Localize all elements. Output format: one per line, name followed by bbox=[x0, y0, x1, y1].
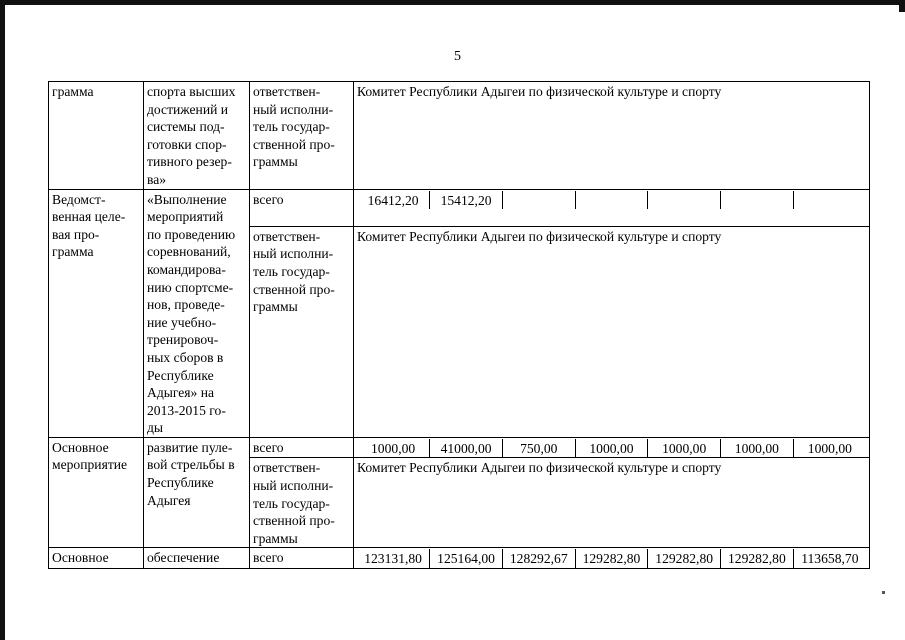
cell-line: Адыгея» на bbox=[147, 385, 215, 401]
cell-line: тель государ- bbox=[253, 495, 330, 511]
cell-line: тренировоч- bbox=[147, 332, 219, 348]
cell-line: ственной про- bbox=[253, 281, 335, 297]
row-role-cell bbox=[250, 82, 354, 190]
value-cell: 1000,00 bbox=[648, 439, 721, 458]
cell-line: мероприятие bbox=[52, 457, 128, 473]
executor-cell: Комитет Республики Адыгеи по физической культуре и спорту bbox=[354, 82, 870, 190]
scan-speck bbox=[882, 591, 885, 594]
cell-line: Адыгея bbox=[147, 492, 191, 508]
cell-line: грамма bbox=[52, 84, 94, 99]
value-cell bbox=[648, 191, 721, 210]
values-row bbox=[357, 439, 866, 458]
total-label-cell: всего bbox=[250, 548, 354, 569]
cell-line: соревнований, bbox=[147, 244, 231, 260]
cell-line: мероприятий bbox=[147, 209, 224, 225]
cell-line: ды bbox=[147, 420, 164, 436]
cell-line: ных сборов в bbox=[147, 349, 224, 365]
cell-line: Основное bbox=[52, 439, 109, 455]
scan-edge-left bbox=[0, 0, 5, 640]
cell-line: тивного резер- bbox=[147, 154, 232, 170]
cell-line: Республике bbox=[147, 475, 214, 491]
value-cell: 129282,80 bbox=[721, 549, 794, 568]
table-row bbox=[49, 437, 870, 458]
cell-line: по проведению bbox=[147, 226, 236, 242]
cell-line bbox=[52, 226, 140, 244]
cell-line: грамма bbox=[52, 244, 94, 260]
cell-line: тель государ- bbox=[253, 264, 330, 280]
value-cell bbox=[502, 191, 575, 210]
value-cell: 129282,80 bbox=[648, 549, 721, 568]
row-name-cell bbox=[144, 548, 250, 569]
page-number: 5 bbox=[454, 49, 461, 64]
value-cell: 123131,80 bbox=[357, 549, 430, 568]
cell-line: спорта высших bbox=[147, 84, 236, 99]
cell-line: нию спортсме- bbox=[147, 279, 234, 295]
table-row bbox=[49, 548, 870, 569]
cell-line: командирова- bbox=[147, 261, 226, 277]
cell-line: венная целе- bbox=[52, 209, 126, 225]
cell-line: развитие пуле- bbox=[147, 439, 233, 455]
value-cell: 41000,00 bbox=[430, 439, 503, 458]
cell-line: ответствен- bbox=[253, 460, 321, 476]
value-cell: 113658,70 bbox=[793, 549, 866, 568]
value-cell: 1000,00 bbox=[575, 439, 648, 458]
cell-line: ный исполни- bbox=[253, 246, 334, 262]
value-cell bbox=[575, 191, 648, 210]
row-type-cell bbox=[49, 548, 144, 569]
value-cell: 125164,00 bbox=[430, 549, 503, 568]
row-type-cell bbox=[49, 189, 144, 437]
cell-line: вой стрельбы в bbox=[147, 457, 235, 473]
cell-line: достижений и bbox=[147, 101, 229, 117]
value-cell bbox=[793, 191, 866, 210]
values-cell bbox=[354, 437, 870, 458]
cell-line: ответствен- bbox=[253, 228, 321, 244]
row-type-cell bbox=[49, 437, 144, 548]
row-name-cell bbox=[144, 189, 250, 437]
cell-line: системы под- bbox=[147, 119, 225, 135]
scan-edge-right bbox=[899, 0, 905, 12]
values-row bbox=[357, 549, 866, 568]
cell-line: ние учебно- bbox=[147, 314, 217, 330]
total-label-cell: всего bbox=[250, 189, 354, 226]
cell-line: ный исполни- bbox=[253, 478, 334, 494]
row-role-cell bbox=[250, 226, 354, 437]
values-cell bbox=[354, 189, 870, 226]
total-label-cell: всего bbox=[250, 437, 354, 458]
cell-line: ва» bbox=[147, 171, 167, 187]
cell-line: обеспечение bbox=[147, 550, 220, 566]
values-cell bbox=[354, 548, 870, 569]
scan-edge-top bbox=[0, 0, 905, 5]
value-cell: 750,00 bbox=[502, 439, 575, 458]
cell-line: нов, проведе- bbox=[147, 297, 225, 313]
cell-line: вая про- bbox=[52, 226, 100, 242]
value-cell: 1000,00 bbox=[721, 439, 794, 458]
value-cell: 1000,00 bbox=[793, 439, 866, 458]
value-cell: 129282,80 bbox=[575, 549, 648, 568]
cell-line: готовки спор- bbox=[147, 136, 227, 152]
cell-line: тель государ- bbox=[253, 119, 330, 135]
row-name-cell bbox=[144, 437, 250, 548]
cell-line: ответствен- bbox=[253, 84, 321, 99]
row-role-cell bbox=[250, 458, 354, 548]
value-cell: 16412,20 bbox=[357, 191, 430, 210]
row-name-cell bbox=[144, 82, 250, 190]
table-row bbox=[49, 189, 870, 226]
value-cell: 1000,00 bbox=[357, 439, 430, 458]
cell-line: Республике bbox=[147, 367, 214, 383]
values-row bbox=[357, 191, 866, 210]
table-row bbox=[49, 82, 870, 190]
cell-line: граммы bbox=[253, 154, 298, 170]
cell-line: Основное bbox=[52, 550, 109, 566]
cell-line: граммы bbox=[253, 530, 298, 546]
row-type-cell bbox=[49, 82, 144, 190]
cell-line: «Выполнение bbox=[147, 191, 227, 207]
executor-cell: Комитет Республики Адыгеи по физической культуре и спорту bbox=[354, 458, 870, 548]
cell-line: ственной про- bbox=[253, 513, 335, 529]
program-table bbox=[48, 81, 870, 569]
cell-line: Ведомст- bbox=[52, 191, 106, 207]
cell-line: ственной про- bbox=[253, 136, 335, 152]
executor-cell: Комитет Республики Адыгеи по физической культуре и спорту bbox=[354, 226, 870, 437]
value-cell: 15412,20 bbox=[430, 191, 503, 210]
value-cell: 128292,67 bbox=[502, 549, 575, 568]
cell-line: ный исполни- bbox=[253, 101, 334, 117]
value-cell bbox=[721, 191, 794, 210]
cell-line: граммы bbox=[253, 299, 298, 315]
cell-line: 2013-2015 го- bbox=[147, 402, 226, 418]
